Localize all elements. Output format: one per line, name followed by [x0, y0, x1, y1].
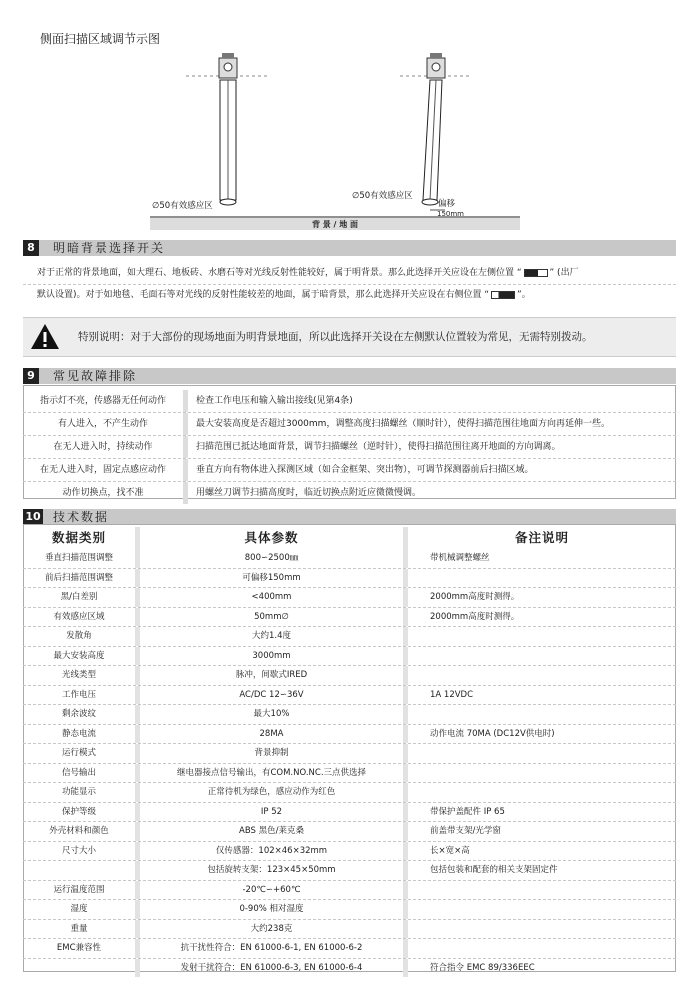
parameter-cell: ABS 黑色/莱克桑 [135, 822, 403, 841]
left-sensor-icon [186, 53, 268, 205]
category-cell: 工作电压 [61, 689, 96, 700]
category-cell: 湿度 [70, 904, 88, 914]
line1-text-b: ” (出厂 [549, 268, 579, 278]
remark-cell [403, 647, 676, 666]
right-sensor-icon [400, 53, 470, 210]
parameter-cell: 发射干扰符合：EN 61000-6-3, EN 61000-6-4 [135, 959, 403, 978]
table-row [23, 744, 676, 764]
side-scan-diagram [0, 40, 700, 235]
table-row [23, 413, 676, 436]
category-cell: 光线类型 [61, 670, 96, 680]
table-row [23, 725, 676, 745]
table-row [23, 861, 676, 881]
troubleshooting-table [23, 390, 676, 504]
parameter-cell: 脉冲，间歇式IRED [135, 666, 403, 685]
solution-cell: 检查工作电压和输入输出接线(见第4条) [196, 396, 353, 406]
table-row [23, 842, 676, 862]
category-cell: 静态电流 [61, 728, 96, 739]
section-9-header [23, 368, 676, 384]
category-cell: 重量 [70, 923, 88, 934]
category-cell [23, 861, 135, 880]
header-parameter: 具体参数 [135, 527, 403, 549]
parameter-cell: 3000mm [135, 647, 403, 666]
section-8-body [23, 263, 676, 306]
remark-cell: 符合指令 EMC 89/336EEC [403, 959, 676, 978]
solution-cell: 用螺丝刀调节扫描高度时，临近切换点附近应微微慢调。 [196, 488, 422, 498]
remark-cell [403, 666, 676, 685]
table-row [23, 588, 676, 608]
remark-cell: 带保护盖配件 IP 65 [403, 803, 676, 822]
category-cell: 运行模式 [61, 748, 96, 758]
section-number: 8 [23, 240, 39, 256]
category-cell: 黑/白差别 [60, 592, 98, 602]
parameter-cell: IP 52 [135, 803, 403, 822]
category-cell: 信号输出 [61, 767, 96, 778]
remark-cell [403, 783, 676, 802]
table-row [23, 436, 676, 459]
category-cell: 最大安装高度 [53, 650, 105, 661]
parameter-cell: 正常待机为绿色，感应动作为红色 [135, 783, 403, 802]
parameter-cell: 大约238克 [135, 920, 403, 939]
section-title: 技术数据 [53, 510, 110, 524]
table-row [23, 686, 676, 706]
remark-cell [403, 705, 676, 724]
switch-left-icon [524, 269, 548, 277]
category-cell: 运行温度范围 [53, 884, 105, 895]
section-title: 明暗背景选择开关 [53, 241, 166, 255]
category-cell [23, 959, 135, 978]
remark-cell: 长×宽×高 [403, 842, 676, 861]
category-cell: 剩余波纹 [61, 709, 96, 719]
remark-cell [403, 627, 676, 646]
remark-cell [403, 939, 676, 958]
left-zone-label: ∅50有效感应区 [152, 201, 213, 211]
category-cell: 外壳材料和颜色 [49, 826, 109, 836]
table-row [23, 764, 676, 784]
parameter-cell: <400mm [135, 588, 403, 607]
remark-cell: 2000mm高度时测得。 [403, 608, 676, 627]
ground-label: 背 景 / 地 面 [311, 220, 359, 229]
category-cell: 垂直扫描范围调整 [44, 553, 113, 563]
table-row [23, 959, 676, 978]
problem-cell: 有人进入，不产生动作 [57, 419, 148, 429]
solution-cell: 最大安装高度是否超过3000mm，调整高度扫描螺丝（顺时针），使得扫描范围往地面方向再延伸一些。 [196, 419, 610, 429]
solution-cell: 扫描范围已抵达地面背景，调节扫描螺丝（逆时针），使得扫描范围往离开地面的方向调离。 [196, 442, 561, 452]
specs-header-row [23, 527, 676, 549]
table-row [23, 881, 676, 901]
table-row [23, 647, 676, 667]
solution-cell: 垂直方向有物体进入探测区域（如合金框架、突出物），可调节探测器前后扫描区域。 [196, 465, 534, 475]
remark-cell [403, 744, 676, 763]
table-row [23, 608, 676, 628]
offset-label: 偏移 [438, 199, 456, 209]
category-cell: 功能显示 [61, 787, 96, 797]
switch-right-icon [491, 291, 515, 299]
parameter-cell: 包括旋转支架：123×45×50mm [135, 861, 403, 880]
category-cell: EMC兼容性 [56, 943, 102, 953]
line1-text-a: 对于正常的背景地面，如大理石、地板砖、水磨石等对光线反射性能较好，属于明背景。那么此选择开关应设在左侧位置 “ [37, 268, 522, 278]
table-row [23, 822, 676, 842]
problem-cell: 指示灯不亮，传感器无任何动作 [39, 396, 166, 406]
parameter-cell: 0-90% 相对湿度 [135, 900, 403, 919]
parameter-cell: 800∽2500㎜ [135, 549, 403, 568]
table-row [23, 939, 676, 959]
remark-cell: 带机械调整螺丝 [403, 549, 676, 568]
remark-cell [403, 881, 676, 900]
remark-cell: 2000mm高度时测得。 [403, 588, 676, 607]
section-8-line-2 [23, 285, 676, 306]
table-row [23, 459, 676, 482]
specs-rows [23, 549, 676, 977]
warning-triangle-icon [30, 323, 60, 350]
parameter-cell: AC/DC 12∽36V [135, 686, 403, 705]
table-row [23, 666, 676, 686]
parameter-cell: 可偏移150mm [135, 569, 403, 588]
table-row [23, 390, 676, 413]
parameter-cell: 50mm∅ [135, 608, 403, 627]
remark-cell: 前盖带支架/光学窗 [403, 822, 676, 841]
parameter-cell: -20℃∽+60℃ [135, 881, 403, 900]
category-cell: 发散角 [66, 631, 92, 641]
section-8-header [23, 240, 676, 256]
table-row [23, 482, 676, 504]
right-zone-label: ∅50有效感应区 [352, 191, 413, 201]
category-cell: 保护等级 [61, 806, 96, 817]
table-row [23, 920, 676, 940]
table-row [23, 783, 676, 803]
remark-cell [403, 900, 676, 919]
header-category: 数据类别 [51, 530, 106, 545]
parameter-cell: 背景抑制 [135, 744, 403, 763]
table-row [23, 569, 676, 589]
remark-cell: 1A 12VDC [403, 686, 676, 705]
remark-cell [403, 764, 676, 783]
parameter-cell: 继电器接点信号输出，有COM.NO.NC.三点供选择 [135, 764, 403, 783]
category-cell: 有效感应区域 [53, 611, 105, 622]
special-note-text: 特别说明：对于大部份的现场地面为明背景地面，所以此选择开关设在左侧默认位置较为常见，无需特别拨动。 [78, 331, 593, 343]
parameter-cell: 大约1.4度 [135, 627, 403, 646]
table-row [23, 705, 676, 725]
table-row [23, 549, 676, 569]
section-8-line-1 [23, 263, 676, 285]
line2-text-b: ”。 [517, 290, 531, 300]
table-row [23, 627, 676, 647]
offset-value: 150mm [437, 210, 464, 218]
problem-cell: 在无人进入时，固定点感应动作 [39, 465, 166, 475]
parameter-cell: 28MA [135, 725, 403, 744]
section-10-header [23, 509, 676, 525]
parameter-cell: 仅传感器：102×46×32mm [135, 842, 403, 861]
line2-text-a: 默认设置)。对于如地毯、毛面石等对光线的反射性能较差的地面，属于暗背景，那么此选择开关应设在右侧位置 “ [37, 290, 490, 300]
category-cell: 前后扫描范围调整 [44, 572, 113, 583]
parameter-cell: 抗干扰性符合：EN 61000-6-1, EN 61000-6-2 [135, 939, 403, 958]
table-row [23, 803, 676, 823]
section-number: 9 [23, 368, 39, 384]
section-number: 10 [23, 509, 43, 525]
header-remark: 备注说明 [403, 527, 676, 549]
remark-cell: 动作电流 70MA (DC12V供电时) [403, 725, 676, 744]
problem-cell: 在无人进入时，持续动作 [53, 442, 153, 452]
special-note [23, 317, 676, 357]
category-cell: 尺寸大小 [61, 845, 96, 856]
specs-table [23, 527, 676, 977]
remark-cell [403, 569, 676, 588]
table-row [23, 900, 676, 920]
problem-cell: 动作切换点，找不准 [62, 488, 144, 498]
parameter-cell: 最大10% [135, 705, 403, 724]
section-title: 常见故障排除 [53, 369, 138, 383]
diagram-title: 侧面扫描区域调节示图 [40, 32, 161, 46]
remark-cell [403, 920, 676, 939]
remark-cell: 包括包装和配套的相关支架固定件 [403, 861, 676, 880]
